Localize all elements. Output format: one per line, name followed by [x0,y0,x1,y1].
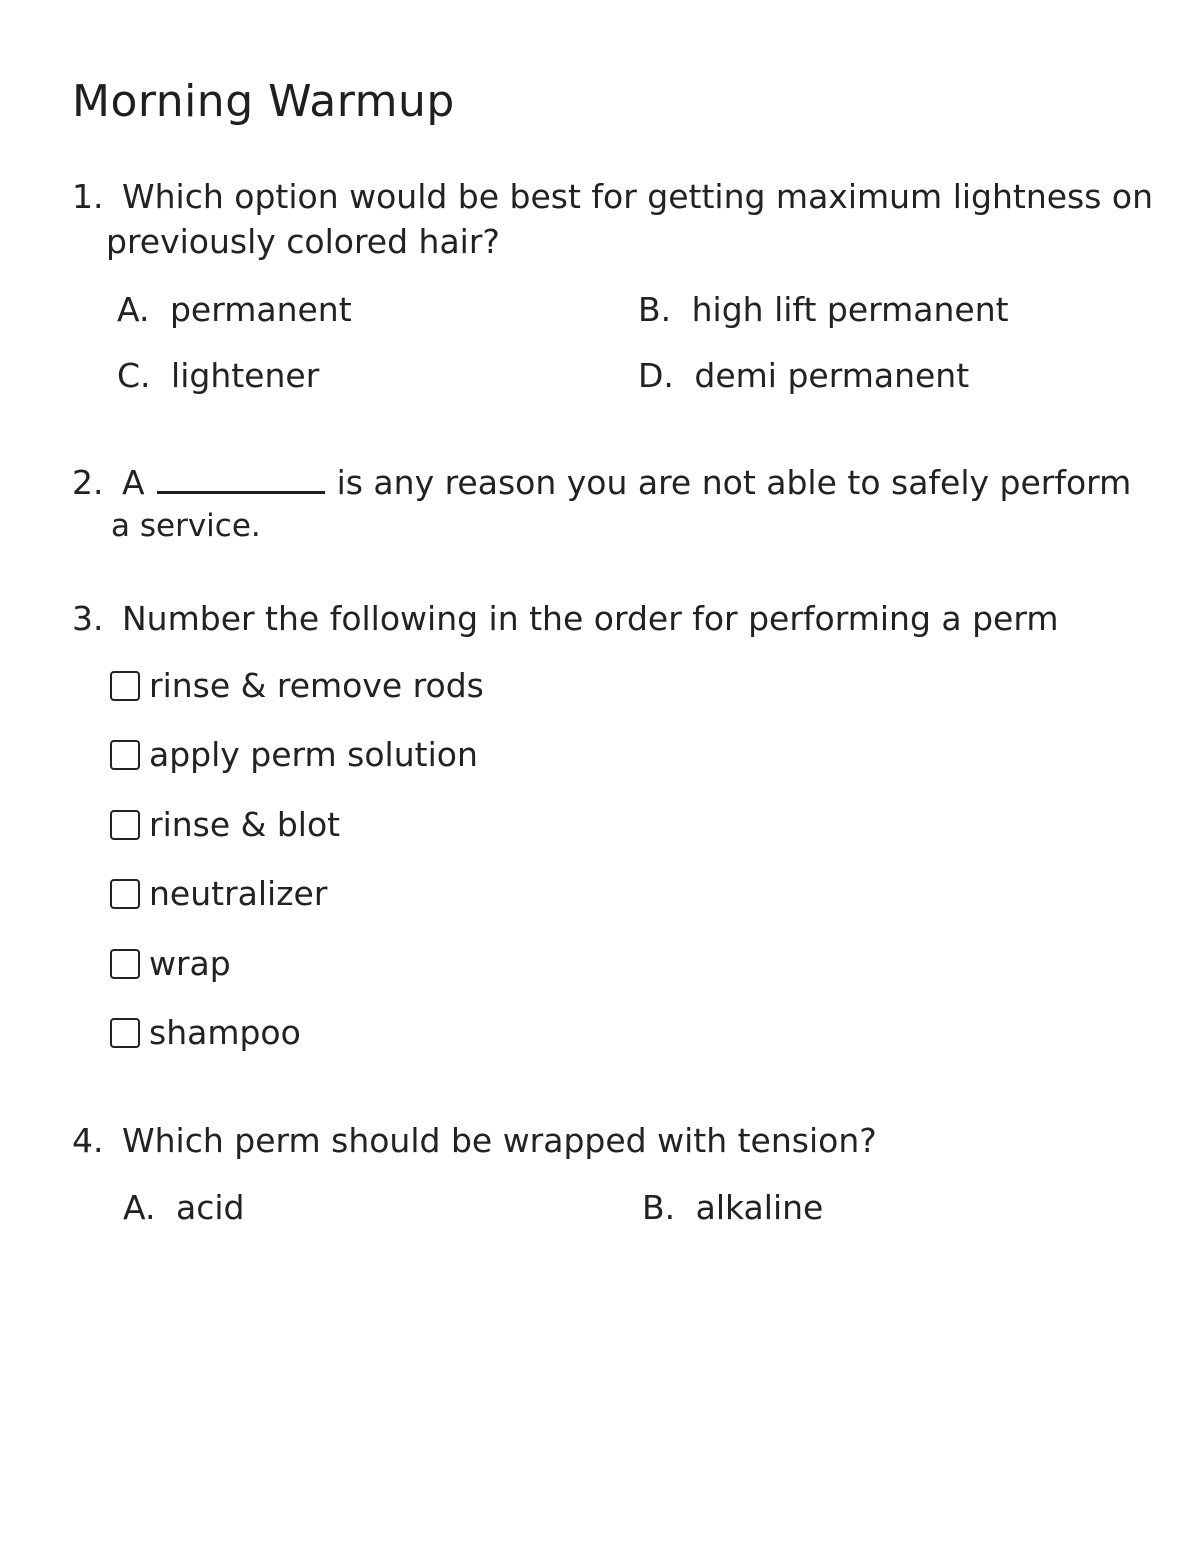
step-label: rinse & remove rods [149,666,484,705]
question-1-text: Which option would be best for getting maximum lightness on [122,177,1154,216]
step-item [110,664,484,708]
question-2-line-2: a service. [111,508,261,544]
question-2-text-before-blank: A [122,463,145,502]
step-item [110,803,340,847]
question-1-line-2: previously colored hair? [106,222,500,261]
option-letter: C. [117,356,151,395]
option-text: high lift permanent [691,290,1009,329]
option-text: lightener [171,356,320,395]
step-item [110,733,478,777]
option-letter: A. [117,290,150,329]
checkbox[interactable] [110,671,140,701]
question-2-number: 2. [72,463,104,502]
fill-in-blank[interactable] [157,457,325,494]
option-text: alkaline [695,1188,824,1227]
step-label: shampoo [149,1013,301,1052]
step-label: rinse & blot [149,805,341,844]
question-3-line-1 [72,596,1059,642]
checkbox[interactable] [110,879,140,909]
step-label: neutralizer [149,874,328,913]
question-1-number: 1. [72,177,104,216]
question-1-line-1 [72,174,1153,220]
question-4-text: Which perm should be wrapped with tension? [122,1121,877,1160]
option-letter: D. [638,356,674,395]
option-text: permanent [169,290,352,329]
step-item [110,942,231,986]
question-2-line-1 [72,457,1131,506]
question-4-option-b[interactable] [642,1186,823,1230]
checkbox[interactable] [110,1018,140,1048]
option-text: acid [175,1188,245,1227]
step-item [110,1011,301,1055]
step-label: apply perm solution [149,735,478,774]
question-3-number: 3. [72,599,104,638]
checkbox[interactable] [110,949,140,979]
option-letter: A. [123,1188,156,1227]
question-1-option-b[interactable] [638,288,1009,332]
page-title: Morning Warmup [72,76,455,127]
question-1-option-a[interactable] [117,288,352,332]
option-letter: B. [642,1188,676,1227]
checkbox[interactable] [110,740,140,770]
step-item [110,872,327,916]
question-1-option-c[interactable] [117,354,319,398]
question-3-text: Number the following in the order for performing a perm [122,599,1059,638]
question-2-text-after-blank: is any reason you are not able to safely perform [336,463,1132,502]
checkbox[interactable] [110,810,140,840]
question-4-option-a[interactable] [123,1186,244,1230]
question-1-option-d[interactable] [638,354,969,398]
option-text: demi permanent [694,356,970,395]
question-4-number: 4. [72,1121,104,1160]
question-4-line-1 [72,1118,877,1164]
step-label: wrap [149,944,231,983]
option-letter: B. [638,290,672,329]
